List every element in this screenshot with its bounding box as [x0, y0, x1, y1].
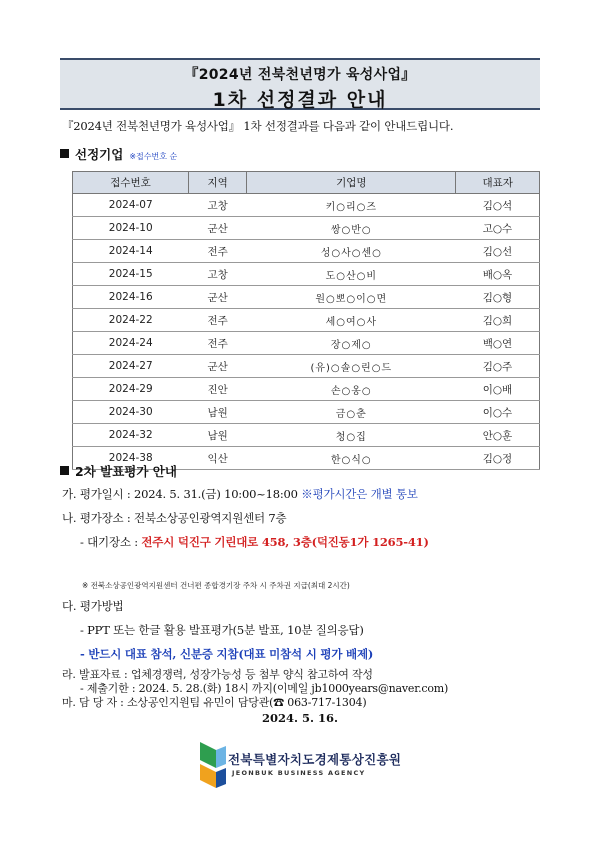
- region-cell: 진안: [188, 378, 246, 401]
- selected-companies-table: [72, 171, 540, 470]
- document-date: 2024. 5. 16.: [261, 711, 339, 725]
- table-row: [73, 355, 540, 378]
- intro-text: 『2024년 전북천년명가 육성사업』 1차 선정결과를 다음과 같이 안내드립니다.: [62, 119, 454, 133]
- company-name-cell: 금○춘: [247, 401, 456, 424]
- receipt-number-cell: 2024-16: [73, 286, 189, 309]
- representative-cell: 김○희: [456, 309, 540, 332]
- agency-name-korean: 전북특별자치도경제통상진흥원: [228, 752, 402, 767]
- square-bullet-icon: [60, 149, 69, 158]
- representative-cell: 김○형: [456, 286, 540, 309]
- item-ma: 마. 담 당 자 : 소상공인지원팀 유민이 담당관(☎ 063-717-1304): [62, 696, 367, 709]
- representative-cell: 이○배: [456, 378, 540, 401]
- region-cell: 전주: [188, 332, 246, 355]
- square-bullet-icon: [60, 466, 69, 475]
- receipt-number-cell: 2024-24: [73, 332, 189, 355]
- column-header: 지역: [188, 172, 246, 194]
- region-cell: 익산: [188, 447, 246, 470]
- region-cell: 전주: [188, 309, 246, 332]
- representative-cell: 김○정: [456, 447, 540, 470]
- company-name-cell: 키○리○즈: [247, 194, 456, 217]
- section-title: 선정기업: [75, 147, 124, 162]
- table-row: [73, 424, 540, 447]
- table-row: [73, 401, 540, 424]
- region-cell: 고창: [188, 263, 246, 286]
- table-row: [73, 263, 540, 286]
- region-cell: 남원: [188, 424, 246, 447]
- region-cell: 군산: [188, 355, 246, 378]
- item-ra: 라. 발표자료 : 업체경쟁력, 성장가능성 등 첨부 양식 참고하여 작성: [62, 668, 373, 681]
- agency-name-english: JEONBUK BUSINESS AGENCY: [232, 769, 366, 777]
- region-cell: 군산: [188, 286, 246, 309]
- parking-note: ※ 전북소상공인광역지원센터 건너편 종합경기장 주차 시 주차권 지급(최대 2시간): [82, 581, 350, 590]
- representative-cell: 김○선: [456, 240, 540, 263]
- representative-cell: 이○수: [456, 401, 540, 424]
- item-na: 나. 평가장소 : 전북소상공인광역지원센터 7층: [62, 511, 287, 525]
- item-da: 다. 평가방법: [62, 599, 124, 613]
- company-name-cell: (유)○솔○린○드: [247, 355, 456, 378]
- company-name-cell: 쌍○반○: [247, 217, 456, 240]
- item-na-waiting-place: [80, 534, 429, 550]
- column-header: 기업명: [247, 172, 456, 194]
- region-cell: 전주: [188, 240, 246, 263]
- representative-cell: 배○옥: [456, 263, 540, 286]
- requirement-text: 반드시 대표 참석, 신분증 지참(대표 미참석 시 평가 배제): [88, 647, 374, 661]
- section-evaluation-heading: [60, 462, 177, 480]
- receipt-number-cell: 2024-38: [73, 447, 189, 470]
- region-cell: 남원: [188, 401, 246, 424]
- column-header: 대표자: [456, 172, 540, 194]
- receipt-number-cell: 2024-29: [73, 378, 189, 401]
- receipt-number-cell: 2024-27: [73, 355, 189, 378]
- company-name-cell: 도○산○비: [247, 263, 456, 286]
- representative-cell: 안○훈: [456, 424, 540, 447]
- table-row: [73, 217, 540, 240]
- column-header: 접수번호: [73, 172, 189, 194]
- company-name-cell: 원○뽀○이○면: [247, 286, 456, 309]
- requirement-prefix: -: [80, 647, 89, 661]
- table-row: [73, 240, 540, 263]
- waiting-place-label: - 대기장소 :: [80, 535, 142, 549]
- table-header-row: [73, 172, 540, 194]
- receipt-number-cell: 2024-32: [73, 424, 189, 447]
- representative-cell: 김○주: [456, 355, 540, 378]
- receipt-number-cell: 2024-15: [73, 263, 189, 286]
- title-line-1: 『2024년 전북천년명가 육성사업』: [184, 67, 416, 83]
- receipt-number-cell: 2024-07: [73, 194, 189, 217]
- section-selected-companies-heading: [60, 145, 177, 163]
- item-ra-deadline: - 제출기한 : 2024. 5. 28.(화) 18시 까지(이메일 jb1000years@naver.com): [80, 682, 449, 695]
- table-row: [73, 332, 540, 355]
- representative-cell: 백○연: [456, 332, 540, 355]
- company-name-cell: 장○제○: [247, 332, 456, 355]
- region-cell: 고창: [188, 194, 246, 217]
- region-cell: 군산: [188, 217, 246, 240]
- company-name-cell: 손○옹○: [247, 378, 456, 401]
- receipt-number-cell: 2024-30: [73, 401, 189, 424]
- item-da-requirement: [80, 646, 373, 662]
- table-row: [73, 309, 540, 332]
- item-da-method: - PPT 또는 한글 활용 발표평가(5분 발표, 10분 질의응답): [80, 623, 364, 637]
- table-row: [73, 286, 540, 309]
- section-note: ※접수번호 순: [129, 152, 178, 161]
- section-title: 2차 발표평가 안내: [75, 464, 177, 479]
- table-row: [73, 194, 540, 217]
- receipt-number-cell: 2024-14: [73, 240, 189, 263]
- evaluation-time-note: ※평가시간은 개별 통보: [301, 487, 418, 501]
- receipt-number-cell: 2024-10: [73, 217, 189, 240]
- company-name-cell: 세○여○사: [247, 309, 456, 332]
- title-box: [60, 58, 540, 110]
- representative-cell: 고○수: [456, 217, 540, 240]
- evaluation-datetime: 가. 평가일시 : 2024. 5. 31.(금) 10:00~18:00: [62, 487, 298, 501]
- item-ga: [62, 486, 418, 502]
- company-name-cell: 한○식○: [247, 447, 456, 470]
- company-name-cell: 성○사○센○: [247, 240, 456, 263]
- receipt-number-cell: 2024-22: [73, 309, 189, 332]
- waiting-place-address: 전주시 덕진구 기린대로 458, 3층(덕진동1가 1265-41): [141, 535, 429, 549]
- company-name-cell: 청○집: [247, 424, 456, 447]
- representative-cell: 김○석: [456, 194, 540, 217]
- title-line-2: 1차 선정결과 안내: [212, 89, 388, 111]
- table-row: [73, 378, 540, 401]
